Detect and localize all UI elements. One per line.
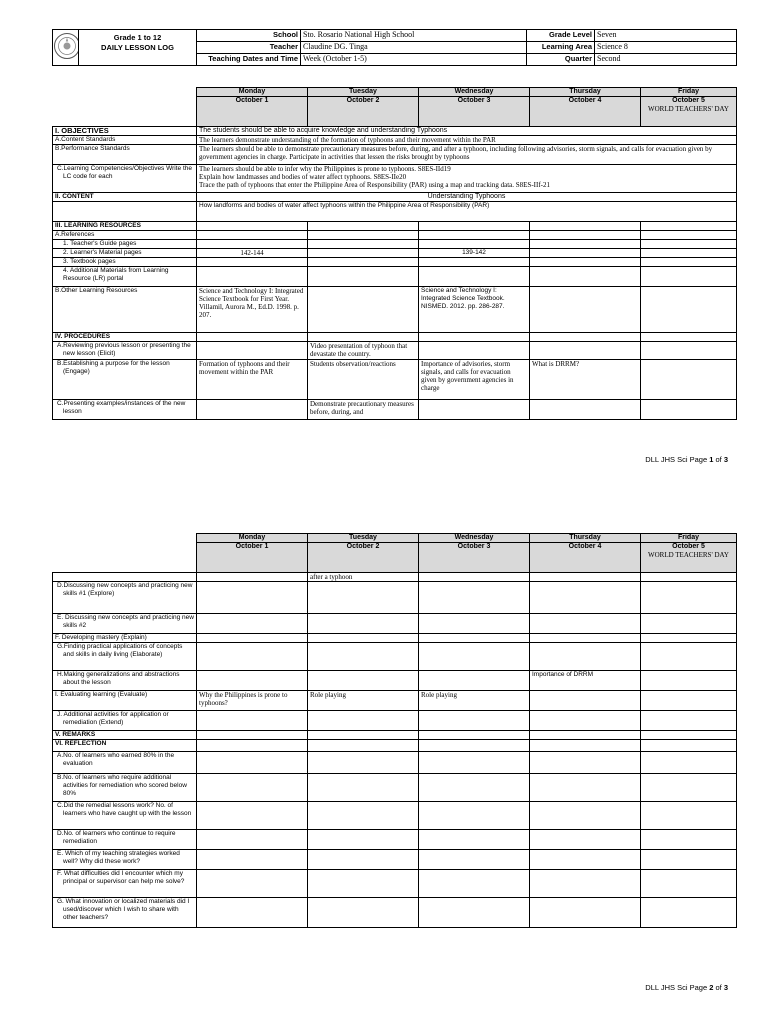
competencies-text: The learners should be able to infer why the Philippines is prone to typhoons. S8ES-IId19 Explain how landmasses and bodies of water affect typhoons. S8ES-IIe20 Trace the path of typhoons that enter the Philippine Area of Responsibility (PAR) using a map and tracking data. S8ES-IIf-21 <box>197 165 737 193</box>
purpose-monday: Formation of typhoons and their movement within the PAR <box>197 360 308 400</box>
friday-note: WORLD TEACHERS' DAY <box>648 105 729 113</box>
seal-icon <box>53 32 79 60</box>
content-text: How landforms and bodies of water affect typhoons within the Philippine Area of Responsibility (PAR) <box>197 202 737 222</box>
dates-value: Week (October 1-5) <box>301 54 527 66</box>
procedures-label: IV. PROCEDURES <box>53 333 197 342</box>
teachers-guide-label: 1. Teacher's Guide pages <box>53 240 197 249</box>
evaluate-label: I. Evaluating learning (Evaluate) <box>53 691 197 711</box>
reflection-label: VI. REFLECTION <box>53 740 197 752</box>
day-header-thursday: Thursday <box>530 88 641 97</box>
remarks-label: V. REMARKS <box>53 731 197 740</box>
content-title: Understanding Typhoons <box>197 193 737 202</box>
school-value: Sto. Rosario National High School <box>301 30 527 42</box>
reflection-e-label: E. Which of my teaching strategies worked well? Why did these work? <box>53 850 197 870</box>
date-friday: October 5 WORLD TEACHERS' DAY <box>641 97 737 127</box>
reflection-f-label: F. What difficulties did I encounter which my principal or supervisor can help me solve? <box>53 870 197 898</box>
log-title: DAILY LESSON LOG <box>101 42 174 52</box>
reflection-g-label: G. What innovation or localized materials did I used/discover which I wish to share with other teachers? <box>53 898 197 928</box>
examples-tuesday: Demonstrate precautionary measures before, during, and <box>308 400 419 420</box>
grade-level-value: Seven <box>595 30 737 42</box>
textbook-pages-label: 3. Textbook pages <box>53 258 197 267</box>
deped-seal <box>53 30 79 66</box>
continued-tuesday: after a typhoon <box>308 573 419 582</box>
review-tuesday: Video presentation of typhoon that devastate the country. <box>308 342 419 360</box>
content-standards-text: The learners demonstrate understanding of the formation of typhoons and their movement within the PAR <box>197 136 737 145</box>
learning-resources-label: III. LEARNING RESOURCES <box>53 222 197 231</box>
extend-label: J. Additional activities for application or remediation (Extend) <box>53 711 197 731</box>
teacher-label: Teacher <box>197 42 301 54</box>
lm-monday: 142-144 <box>197 249 308 258</box>
day-header-monday: Monday <box>197 88 308 97</box>
evaluate-monday: Why the Philippines is prone to typhoons? <box>197 691 308 711</box>
purpose-thursday: What is DRRM? <box>530 360 641 400</box>
other-resources-wednesday: Science and Technology I: Integrated Science Textbook. NISMED. 2012. pp. 286-287. <box>419 287 530 333</box>
review-lesson-label: A.Reviewing previous lesson or presenting the new lesson (Elicit) <box>53 342 197 360</box>
reflection-a-label: A.No. of learners who earned 80% in the evaluation <box>53 752 197 774</box>
log-title-cell <box>79 30 197 66</box>
generalizations-thursday: Importance of DRRM <box>530 671 641 691</box>
objectives-label: I. OBJECTIVES <box>53 127 197 136</box>
dates-label: Teaching Dates and Time <box>197 54 301 66</box>
lesson-table-page2: Monday Tuesday Wednesday Thursday Friday October 1 October 2 October 3 October 4 October 5 WORLD TEACHERS' DAY after a typhoon D.Discussing new concepts and practicing new skills #1 (Explore) E. Discussing new concepts and practicing new skills #2 F. Developing mastery (Explain) G.Finding practical applications of concepts and skills in daily living (Elaborate) H.Making generalizations and abstractions about the lesson Importance of DRRM I. Evaluating learning (Evaluate) Why the Philippines is prone to typhoons? Role playing Role playing J. Additional activities for application or remediation (Extend) V. REMARKS VI. REFLECTION A.No. of learners who earned 80% in the evaluation B.No. of learners who require additional activities for remediation who scored below 80% C.Did the remedial lessons work? No. of learners who have caught up with the lesson D.No. of learners who continue to require remediation E. Which of my teaching strategies worked well? Why did these work? F. What difficulties did I encounter which my principal or supervisor can help me solve? G. What innovation or localized materials did I used/discover which I wish to share with other teachers? <box>52 533 737 928</box>
reflection-d-label: D.No. of learners who continue to require remediation <box>53 830 197 850</box>
content-label: II. CONTENT <box>53 193 197 202</box>
examples-label: C.Presenting examples/instances of the new lesson <box>53 400 197 420</box>
lm-wednesday: 139-142 <box>419 249 530 258</box>
quarter-label: Quarter <box>527 54 595 66</box>
school-label: School <box>197 30 301 42</box>
explain-label: F. Developing mastery (Explain) <box>53 634 197 643</box>
lr-portal-label: 4. Additional Materials from Learning Resource (LR) portal <box>53 267 197 287</box>
date-thursday: October 4 <box>530 97 641 127</box>
learning-area-value: Science 8 <box>595 42 737 54</box>
learning-area-label: Learning Area <box>527 42 595 54</box>
learners-material-label: 2. Learner's Material pages <box>53 249 197 258</box>
day-header-friday: Friday <box>641 88 737 97</box>
content-standards-label: A.Content Standards <box>53 136 197 145</box>
generalizations-label: H.Making generalizations and abstractions about the lesson <box>53 671 197 691</box>
date-wednesday: October 3 <box>419 97 530 127</box>
page-footer-2: DLL JHS Sci Page 2 of 3 <box>645 983 728 992</box>
grade-level-label: Grade Level <box>527 30 595 42</box>
other-resources-monday: Science and Technology I: Integrated Science Textbook for First Year. Villamil, Aurora M., Ed.D. 1998. p. 207. <box>197 287 308 333</box>
references-label: A.References <box>53 231 197 240</box>
date-tuesday: October 2 <box>308 97 419 127</box>
header-table <box>52 29 737 66</box>
page-footer-1: DLL JHS Sci Page 1 of 3 <box>645 455 728 464</box>
new-skills-2-label: E. Discussing new concepts and practicing new skills #2 <box>53 614 197 634</box>
grade-line: Grade 1 to 12 <box>113 32 162 42</box>
purpose-wednesday: Importance of advisories, storm signals, and calls for evacuation given by government agencies in charge <box>419 360 530 400</box>
purpose-label: B.Establishing a purpose for the lesson (Engage) <box>53 360 197 400</box>
lesson-table-page1 <box>52 87 737 420</box>
purpose-tuesday: Students observation/reactions <box>308 360 419 400</box>
day-header-tuesday: Tuesday <box>308 88 419 97</box>
quarter-value: Second <box>595 54 737 66</box>
competencies-label: C.Learning Competencies/Objectives Write the LC code for each <box>53 165 197 193</box>
elaborate-label: G.Finding practical applications of concepts and skills in daily living (Elaborate) <box>53 643 197 671</box>
performance-standards-label: B.Performance Standards <box>53 145 197 165</box>
performance-standards-text: The learners should be able to demonstrate precautionary measures before, during, and after a typhoon, including following advisories, storm signals, and calls for evacuation given by government agencies in charge. Participate in activities that lessen the risks brought by typhoons <box>197 145 737 165</box>
reflection-b-label: B.No. of learners who require additional activities for remediation who scored below 80% <box>53 774 197 802</box>
reflection-c-label: C.Did the remedial lessons work? No. of learners who have caught up with the lesson <box>53 802 197 830</box>
date-monday: October 1 <box>197 97 308 127</box>
explore-label: D.Discussing new concepts and practicing new skills #1 (Explore) <box>53 582 197 614</box>
teacher-value: Claudine DG. Tinga <box>301 42 527 54</box>
evaluate-wednesday: Role playing <box>419 691 530 711</box>
evaluate-tuesday: Role playing <box>308 691 419 711</box>
other-resources-label: B.Other Learning Resources <box>53 287 197 333</box>
objectives-text: The students should be able to acquire knowledge and understanding Typhoons <box>197 127 737 136</box>
day-header-wednesday: Wednesday <box>419 88 530 97</box>
